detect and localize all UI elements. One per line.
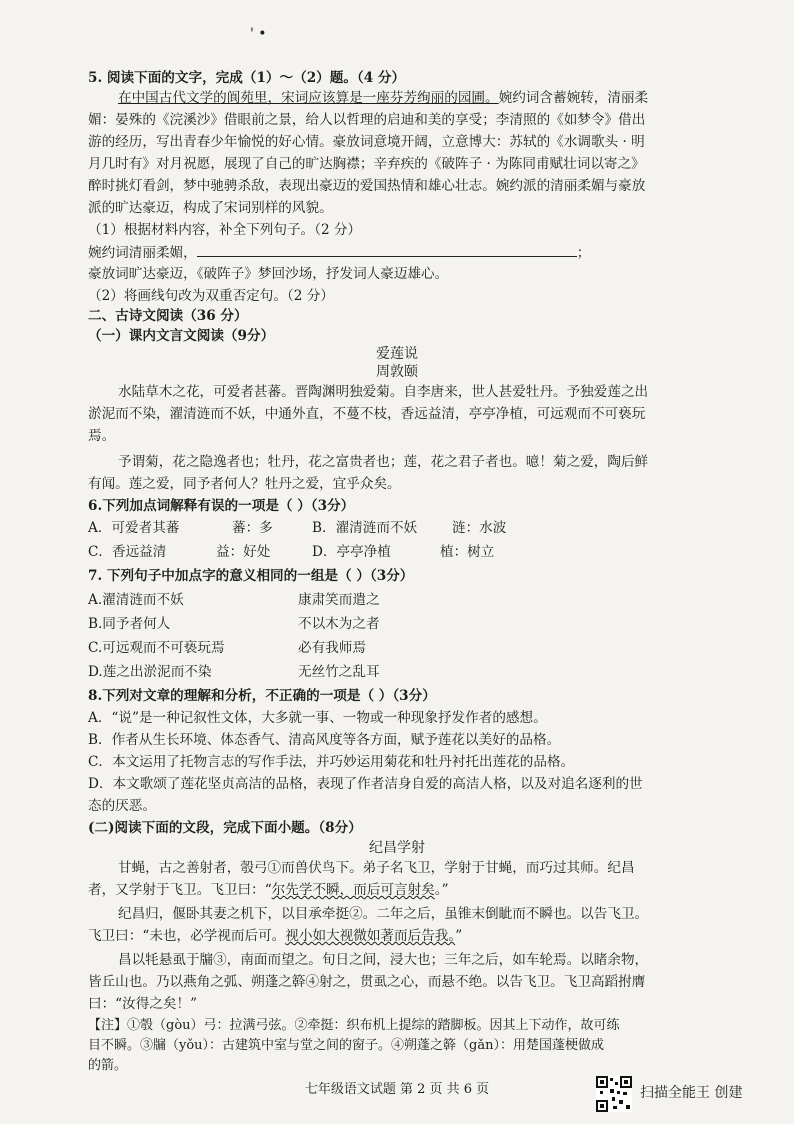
q7-option-b[interactable]: B.同予者何人 [88,616,171,632]
note-line: 【注】①彀（gòu）弓：拉满弓弦。②牵挺：织布机上提综的踏脚板。因其上下动作，故可练 [88,1018,620,1033]
q5-sub1: （1）根据材料内容，补全下列句子。（2 分） [88,222,362,238]
q5-header: 5. 阅读下面的文字，完成（1）～（2）题。（4 分） [88,70,406,86]
q7-option-a[interactable]: A.濯清涟而不妖 [88,592,184,608]
q5-para-text: 婉约词含蓄婉转，清丽柔 [498,90,649,106]
part2-line: 昌以牦悬虱于牖③，南面而望之。旬日之间，浸大也；三年之后，如车轮焉。以睹余物， [118,952,649,968]
text-para-line: 淤泥而不染，濯清涟而不妖，中通外直，不蔓不枝，香远益清，亭亭净植，可远观而不可亵玩 [88,406,646,422]
q5-para-line: 媚：晏殊的《浣溪沙》借眼前之景，给人以哲理的启迪和美的享受；李清照的《如梦令》借出 [88,112,646,128]
q6-option-a[interactable]: A．可爱者其蕃 [88,520,180,536]
q6-option-d[interactable]: D．亭亭净植 [312,544,391,560]
q7-option-d-pair: 无丝竹之乱耳 [298,664,380,680]
fill1-end: ； [576,245,591,261]
q8-option-c[interactable]: C．本文运用了托物言志的写作手法，并巧妙运用菊花和牡丹衬托出莲花的品格。 [88,754,575,770]
part2-line: 纪昌归，偃卧其妻之机下，以目承牵挺②。二年之后，虽锥末倒眦而不瞬也。以告飞卫。 [118,906,649,922]
part2-title: 纪昌学射 [369,840,425,856]
q8-option-d-cont: 态的厌恶。 [88,798,156,814]
qr-code-icon [596,1076,632,1112]
q5-para-line: 醉时挑灯看剑，梦中驰骋杀敌，表现出豪迈的爱国热情和雄心壮志。婉约派的清丽柔媚与豪放 [88,178,646,194]
answer-blank[interactable] [197,242,577,257]
q7-option-b-pair: 不以木为之者 [298,616,380,632]
wavy-underlined-sentence: 视小如大视微如著而后告我。 [285,928,456,944]
q7-option-c-pair: 必有我师焉 [298,640,366,656]
q6-option-b[interactable]: B．濯清涟而不妖 [312,520,418,536]
text-author: 周敦颐 [376,364,418,380]
q7-stem: 7. 下列句子中加点字的意义相同的一组是（ ）（3分） [88,568,414,584]
scanner-brand: 扫描全能王 创建 [640,1085,743,1101]
page-footer: 七年级语文试题 第 2 页 共 6 页 [304,1082,490,1097]
note-line: 目不瞬。③牖（yǒu）：古建筑中室与堂之间的窗子。④朔蓬之簳（gǎn）：用楚国蓬梗做成 [88,1038,604,1053]
q8-option-b[interactable]: B．作者从生长环境、体态香气、清高风度等各方面，赋予莲花以美好的品格。 [88,732,561,748]
part2-line [88,926,718,946]
q6-gloss-b: 涟：水波 [452,520,507,536]
q5-para-line [118,88,748,108]
part2-line: 皆丘山也。乃以燕角之弧、朔蓬之簳④射之，贯虱之心，而悬不绝。以告飞卫。飞卫高蹈拊膺 [88,974,646,990]
q7-option-a-pair: 康肃笑而遣之 [298,592,380,608]
q5-fill1 [88,242,718,263]
q6-stem: 6.下列加点词解释有误的一项是（ ）（3分） [88,498,355,514]
q7-option-d[interactable]: D.莲之出淤泥而不染 [88,664,212,680]
q6-gloss-d: 植：树立 [440,544,495,560]
part2-line: 甘蝇，古之善射者，彀弓①而兽伏鸟下。弟子名飞卫，学射于甘蝇，而巧过其师。纪昌 [118,860,635,876]
scan-marks: ' • [250,26,267,42]
wavy-underlined-sentence: 尔先学不瞬，而后可言射矣 [271,882,435,898]
q8-option-d[interactable]: D．本文歌颂了莲花坚贞高洁的品格，表现了作者洁身自爱的高洁人格，以及对追名逐利的世 [88,776,643,792]
underlined-sentence: 在中国古代文学的阆苑里，宋词应该算是一座芬芳绚丽的园圃。 [118,90,499,106]
part2-line [88,880,718,900]
part2-text: 者，又学射于飞卫。飞卫曰：“ [88,882,272,898]
q7-option-c[interactable]: C.可远观而不可亵玩焉 [88,640,225,656]
text-para-line: 有闻。莲之爱，同予者何人？牡丹之爱，宜乎众矣。 [88,476,401,492]
note-line: 的箭。 [88,1058,128,1073]
text-title: 爱莲说 [376,346,418,362]
q5-para-line: 派的旷达豪迈，构成了宋词别样的风貌。 [88,200,333,216]
section2-title: 二、古诗文阅读（36 分） [88,308,248,324]
section2-part1: （一）课内文言文阅读（9分） [88,328,275,344]
q8-option-a[interactable]: A．“说”是一种记叙性文体，大多就一事、一物或一种现象抒发作者的感想。 [88,710,547,726]
part2-header: (二)阅读下面的文段，完成下面小题。（8分） [88,820,362,836]
q6-gloss-a: 蕃：多 [232,520,273,536]
part2-text: 。” [434,882,449,898]
q8-stem: 8.下列对文章的理解和分析，不正确的一项是（ ）（3分） [88,688,436,704]
text-para-line: 予谓菊，花之隐逸者也；牡丹，花之富贵者也；莲，花之君子者也。噫！菊之爱，陶后鲜 [118,454,649,470]
part2-line: 曰：“汝得之矣！” [88,996,198,1012]
part2-text: ” [455,928,463,944]
q5-fill2: 豪放词旷达豪迈，《破阵子》梦回沙场，抒发词人豪迈雄心。 [88,266,449,282]
q5-para-line: 月几时有》对月祝愿，展现了自己的旷达胸襟；辛弃疾的《破阵子 · 为陈同甫赋壮词以寄之》 [88,156,645,172]
text-para-line: 焉。 [88,428,116,444]
q6-option-c[interactable]: C．香远益清 [88,544,167,560]
text-para-line: 水陆草木之花，可爱者甚蕃。晋陶渊明独爱菊。自李唐来，世人甚爱牡丹。予独爱莲之出 [118,384,649,400]
q5-sub2: （2）将画线句改为双重否定句。（2 分） [88,288,334,304]
q5-para-line: 游的经历，写出青春少年愉悦的好心情。豪放词意境开阔，立意博大：苏轼的《水调歌头 · 明 [88,134,645,150]
part2-text: 飞卫曰：“未也，必学视而后可。 [88,928,286,944]
fill1-prefix: 婉约词清丽柔媚， [88,245,197,261]
q6-gloss-c: 益：好处 [216,544,271,560]
